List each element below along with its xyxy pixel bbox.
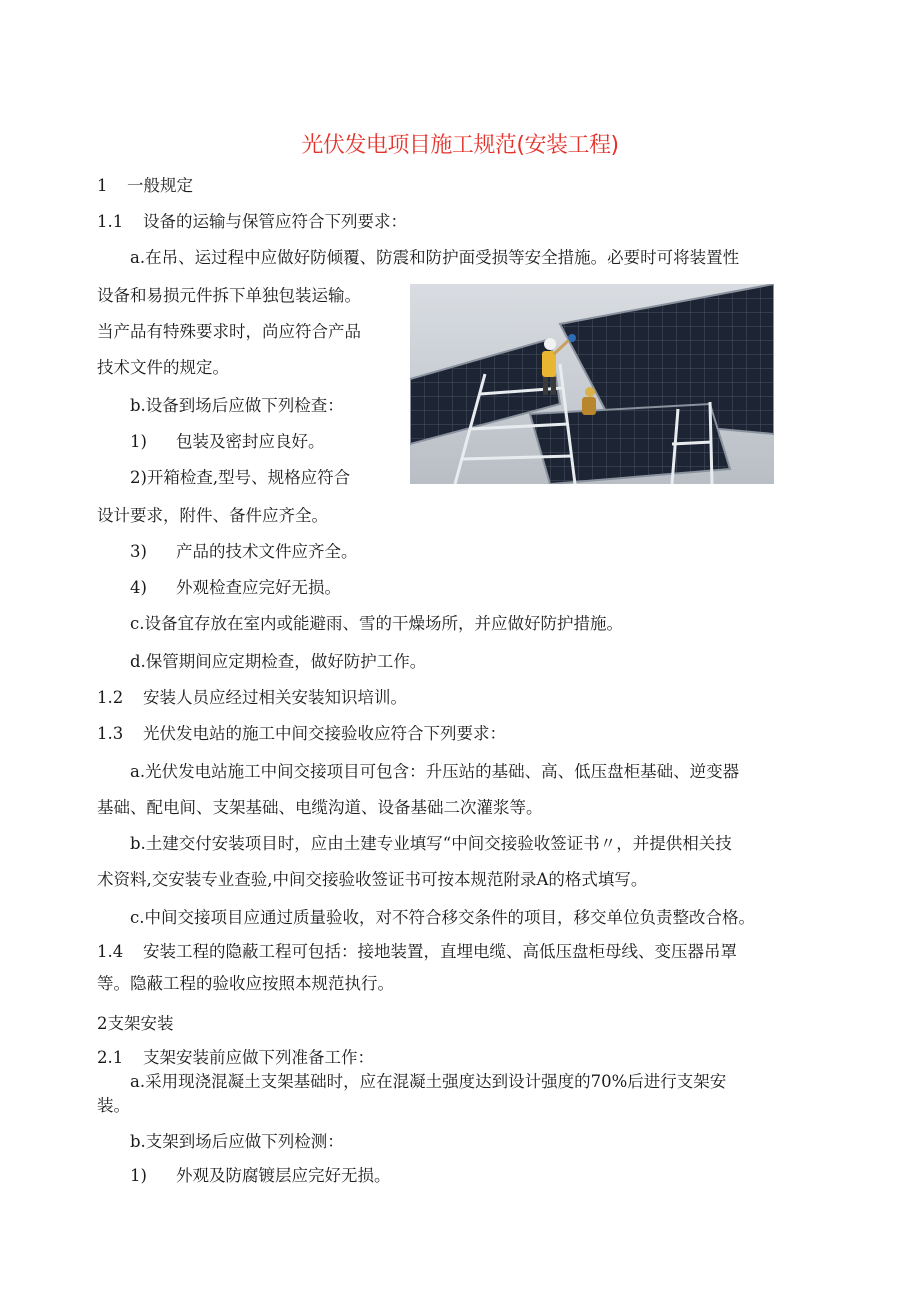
solar-panel-illustration [410,284,774,484]
clause-1-3-a-line2: 基础、配电间、支架基础、电缆沟道、设备基础二次灌浆等。 [97,798,543,817]
clause-1-3: 1.3 光伏发电站的施工中间交接验收应符合下列要求： [97,724,506,743]
document-title: 光伏发电项目施工规范(安装工程) [301,133,619,158]
clause-2-1-a-line2: 装。 [97,1096,130,1115]
clause-1-3-b-line1: b.土建交付安装项目时，应由土建专业填写“中间交接验收签证书〃，并提供相关技 [130,834,732,853]
clause-1-4-line2: 等。隐蔽工程的验收应按照本规范执行。 [97,974,394,993]
clause-1-1-b-2-line2: 设计要求，附件、备件应齐全。 [97,506,328,525]
clause-1-1-d: d.保管期间应定期检查，做好防护工作。 [130,652,427,671]
clause-1-1: 1.1 设备的运输与保管应符合下列要求： [97,212,407,231]
solar-installation-photo [410,284,774,484]
clause-2-1-a-line1: a.采用现浇混凝土支架基础时，应在混凝土强度达到设计强度的70%后进行支架安 [130,1072,727,1091]
clause-2-1-b: b.支架到场后应做下列检测： [130,1132,344,1151]
clause-1-4-line1: 1.4 安装工程的隐蔽工程可包括：接地装置，直埋电缆、高低压盘柜母线、变压器吊罩 [97,942,737,961]
clause-1-3-b-line2: 术资料,交安装专业查验,中间交接验收签证书可按本规范附录A的格式填写。 [97,870,648,889]
section-1-heading: 1 一般规定 [97,176,193,195]
clause-2-1: 2.1 支架安装前应做下列准备工作： [97,1048,374,1067]
clause-1-1-a-line4: 技术文件的规定。 [97,358,229,377]
clause-1-1-b-1: 1) 包装及密封应良好。 [130,432,325,451]
section-2-heading: 2支架安装 [97,1014,174,1033]
clause-2-1-b-1: 1) 外观及防腐镀层应完好无损。 [130,1166,391,1185]
clause-1-1-b: b.设备到场后应做下列检查： [130,396,344,415]
clause-1-1-a-line2: 设备和易损元件拆下单独包装运输。 [97,286,361,305]
clause-1-1-a-line1: a.在吊、运过程中应做好防倾覆、防震和防护面受损等安全措施。必要时可将装置性 [130,248,740,267]
clause-1-1-c: c.设备宜存放在室内或能避雨、雪的干燥场所，并应做好防护措施。 [130,614,623,633]
clause-1-3-a-line1: a.光伏发电站施工中间交接项目可包含：升压站的基础、高、低压盘柜基础、逆变器 [130,762,740,781]
clause-1-3-c: c.中间交接项目应通过质量验收，对不符合移交条件的项目，移交单位负责整改合格。 [130,908,755,927]
clause-1-1-b-4: 4) 外观检查应完好无损。 [130,578,341,597]
clause-1-1-a-line3: 当产品有特殊要求时，尚应符合产品 [97,322,361,341]
clause-1-1-b-2-line1: 2)开箱检查,型号、规格应符合 [130,468,351,487]
clause-1-1-b-3: 3) 产品的技术文件应齐全。 [130,542,358,561]
clause-1-2: 1.2 安装人员应经过相关安装知识培训。 [97,688,407,707]
